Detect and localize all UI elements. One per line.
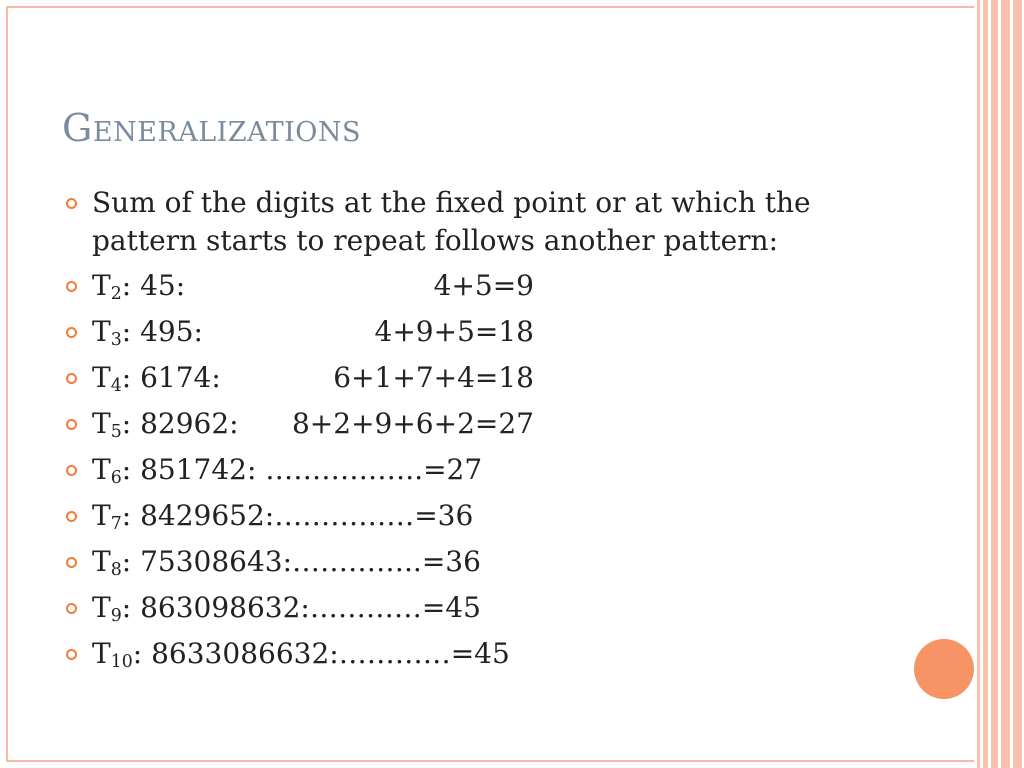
term-subscript: 3: [110, 330, 122, 350]
term-value: : 8429652:: [121, 499, 275, 532]
term-value: : 45:: [121, 269, 186, 302]
digit-sum: ……………..=27: [265, 453, 483, 486]
decorative-orb: [914, 639, 974, 699]
bullet-row-t7: [62, 497, 852, 534]
term-letter: T: [92, 361, 111, 394]
term-subscript: 8: [110, 560, 122, 580]
term-letter: T: [92, 637, 111, 670]
term-value: : 82962:: [121, 407, 239, 440]
term-subscript: 4: [110, 376, 122, 396]
digit-sum: …………=45: [309, 591, 481, 624]
bullet-ring-icon: [66, 557, 77, 568]
term-letter: T: [92, 545, 111, 578]
digit-sum: 4+9+5=18: [374, 315, 534, 348]
digit-sum: ……………=36: [274, 499, 474, 532]
bullet-ring-icon: [66, 373, 77, 384]
bullet-intro: [62, 184, 852, 260]
term-value: : 495:: [121, 315, 203, 348]
bullet-ring-icon: [66, 281, 77, 292]
term-subscript: 5: [110, 422, 122, 442]
bullet-row-t9: [62, 589, 852, 626]
bullet-row-t8: [62, 543, 852, 580]
digit-sum: …………..=36: [292, 545, 481, 578]
bullet-row-t4: [62, 359, 852, 396]
bullet-ring-icon: [66, 198, 77, 209]
bullet-row-t6: [62, 451, 852, 488]
decorative-stripes: [974, 0, 1024, 768]
term-value: : 851742:: [121, 453, 266, 486]
term-subscript: 6: [110, 468, 122, 488]
term-letter: T: [92, 499, 111, 532]
intro-text: Sum of the digits at the fixed point or at which the pattern starts to repeat follows another pattern:: [92, 186, 811, 257]
bullet-ring-icon: [66, 603, 77, 614]
digit-sum: …………=45: [338, 637, 510, 670]
bullet-ring-icon: [66, 419, 77, 430]
slide-title: Generalizations: [62, 106, 362, 150]
bullet-row-t2: [62, 267, 852, 304]
term-subscript: 9: [110, 606, 122, 626]
digit-sum: 6+1+7+4=18: [333, 361, 534, 394]
term-value: : 8633086632:: [132, 637, 339, 670]
term-value: : 863098632:: [121, 591, 310, 624]
term-letter: T: [92, 591, 111, 624]
bullet-list: [62, 184, 852, 681]
term-subscript: 7: [110, 514, 122, 534]
bullet-row-t5: [62, 405, 852, 442]
digit-sum: 8+2+9+6+2=27: [291, 407, 534, 440]
bullet-ring-icon: [66, 327, 77, 338]
term-subscript: 2: [110, 284, 122, 304]
bullet-ring-icon: [66, 465, 77, 476]
term-subscript: 10: [110, 652, 133, 672]
bullet-row-t10: [62, 635, 852, 672]
bullet-ring-icon: [66, 649, 77, 660]
term-letter: T: [92, 407, 111, 440]
term-value: : 6174:: [121, 361, 221, 394]
term-letter: T: [92, 269, 111, 302]
term-letter: T: [92, 453, 111, 486]
bullet-row-t3: [62, 313, 852, 350]
term-value: : 75308643:: [121, 545, 293, 578]
bullet-ring-icon: [66, 511, 77, 522]
term-letter: T: [92, 315, 111, 348]
digit-sum: 4+5=9: [433, 269, 534, 302]
